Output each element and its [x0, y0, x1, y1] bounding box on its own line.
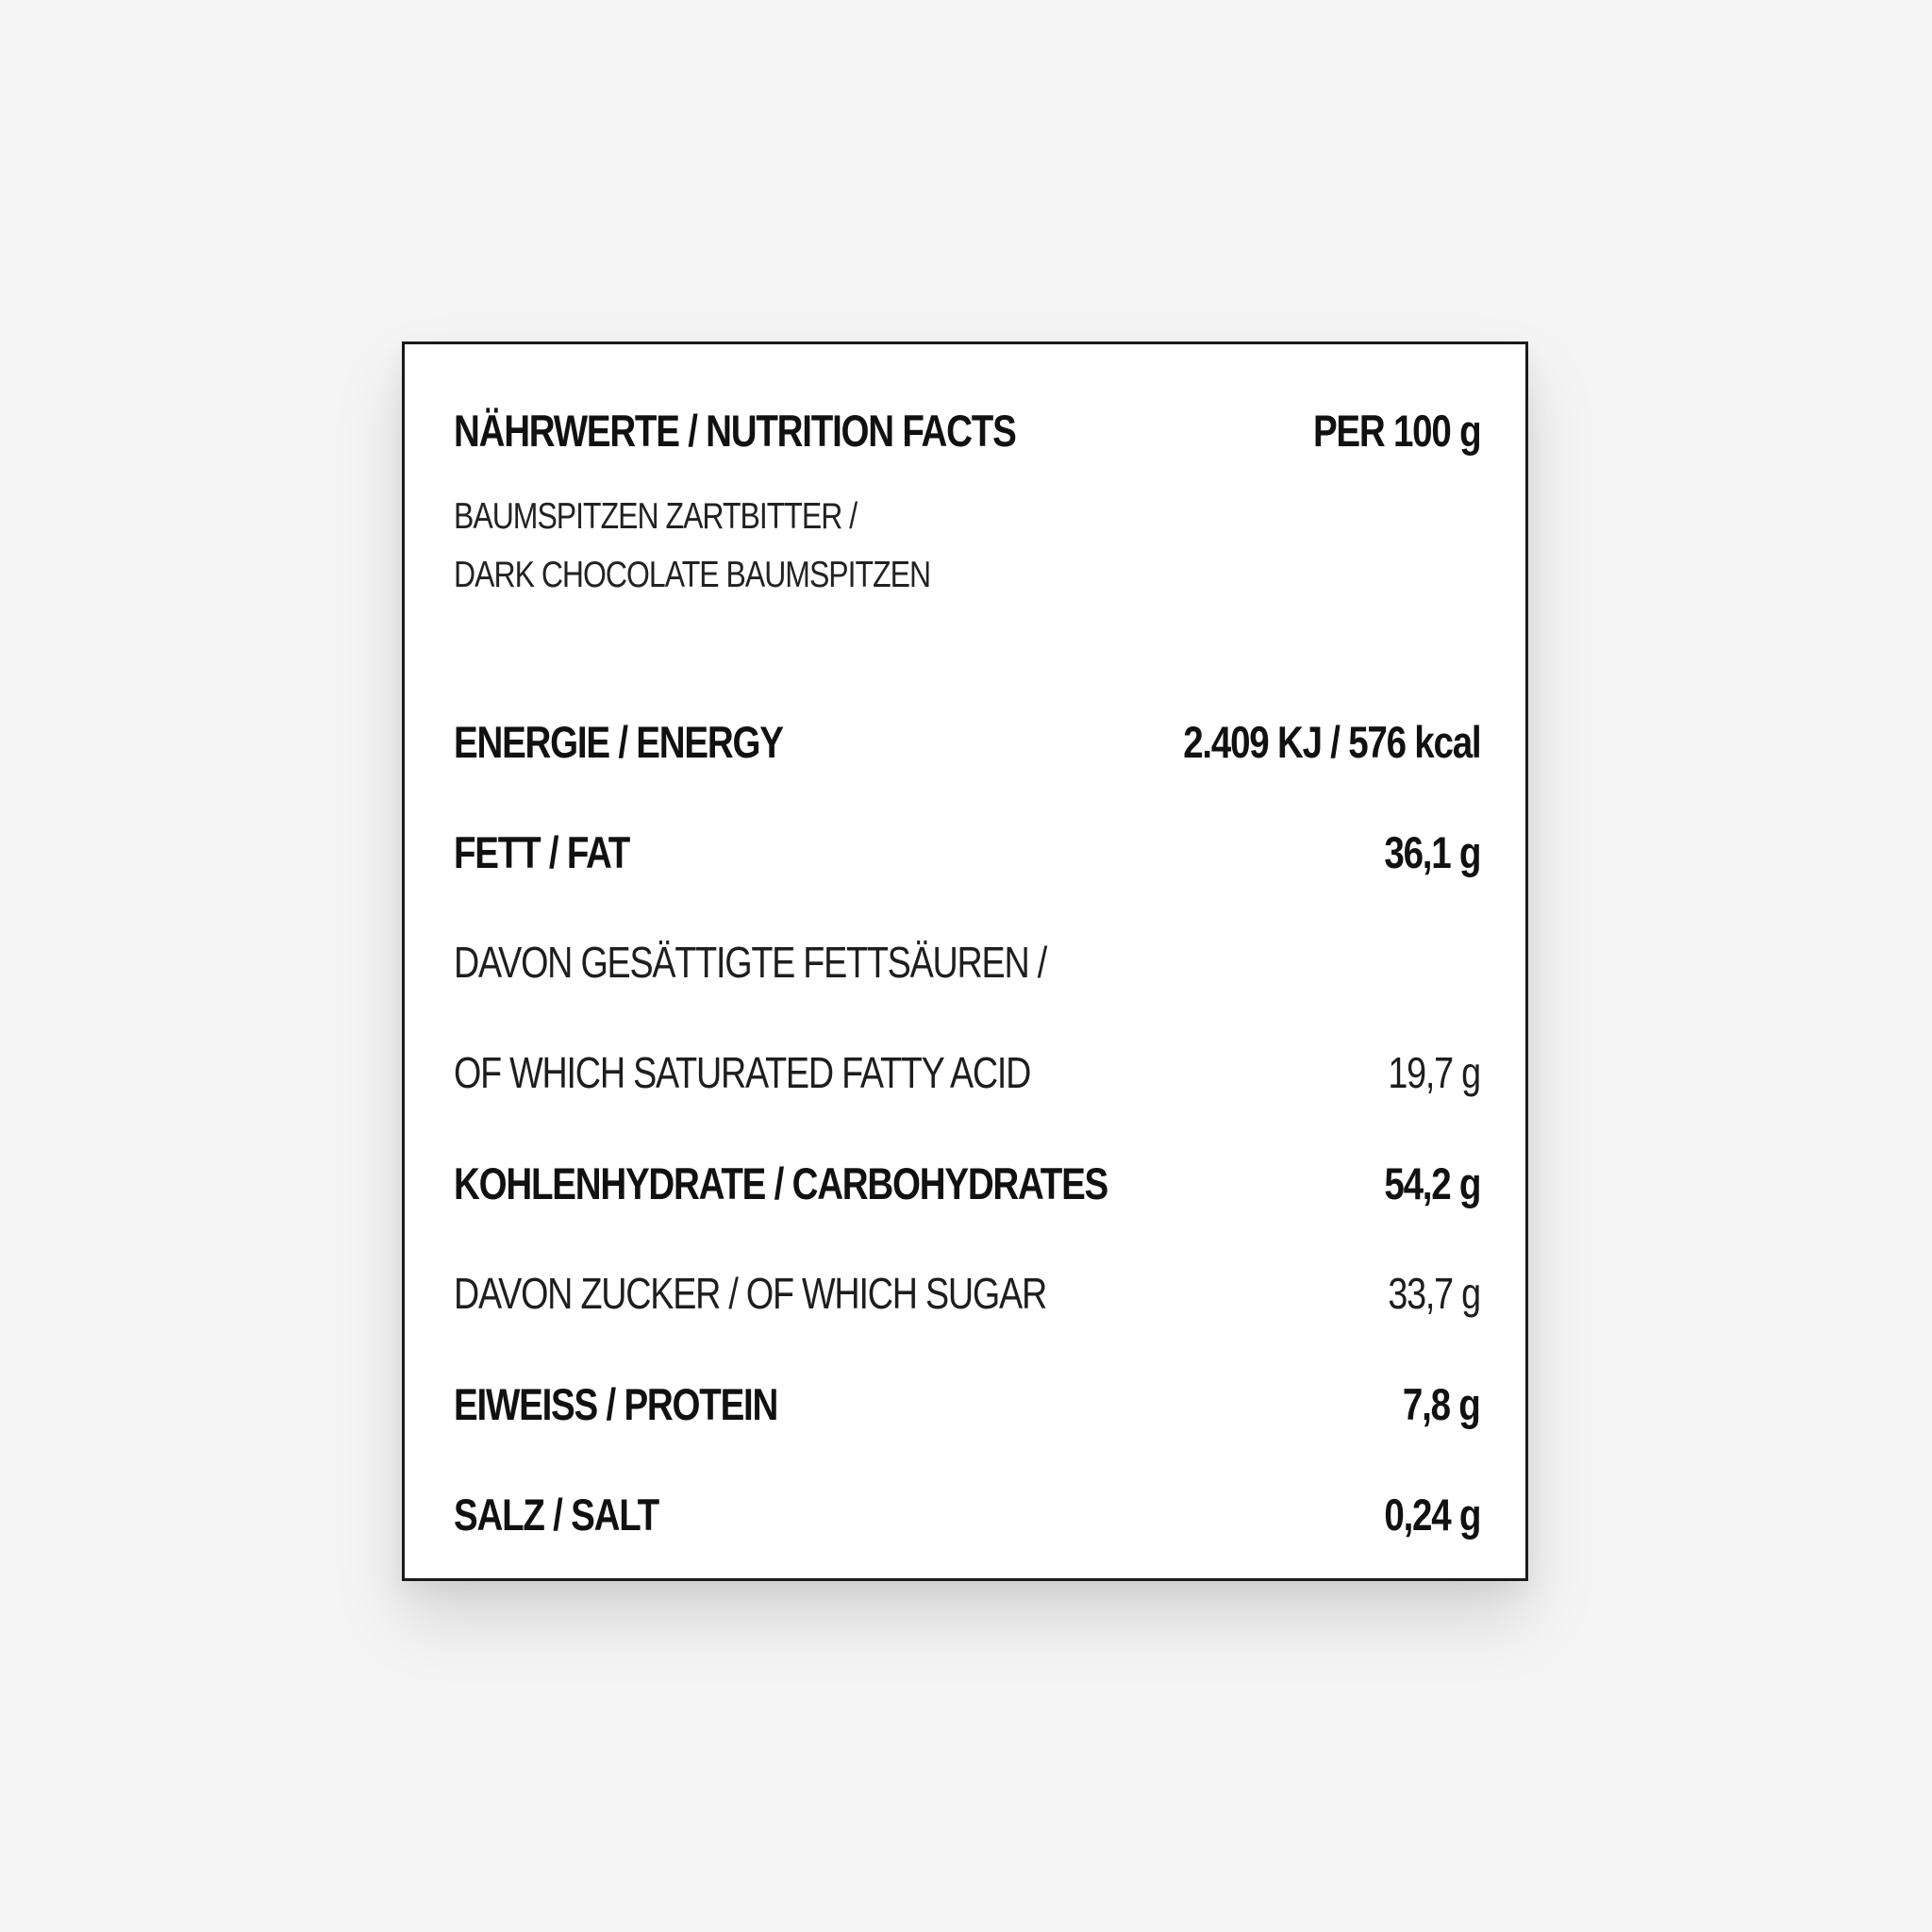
nutrient-row-carbohydrates — [454, 1158, 1480, 1209]
nutrient-value: 19,7 g — [1388, 1048, 1480, 1097]
product-name-de: BAUMSPITZEN ZARTBITTER / — [454, 496, 858, 537]
nutrient-value: 54,2 g — [1384, 1158, 1480, 1208]
nutrient-row-protein — [454, 1378, 1480, 1430]
nutrient-value: 7,8 g — [1403, 1379, 1480, 1429]
nutrient-row-saturated-de — [454, 937, 1480, 988]
header-row — [454, 405, 1480, 457]
per-100g-label: PER 100 g — [1312, 406, 1480, 456]
nutrient-name: DAVON GESÄTTIGTE FETTSÄUREN / — [454, 938, 1046, 987]
nutrition-title: NÄHRWERTE / NUTRITION FACTS — [454, 406, 1016, 456]
nutrient-value: 33,7 g — [1388, 1269, 1480, 1318]
nutrient-name: OF WHICH SATURATED FATTY ACID — [454, 1048, 1031, 1097]
product-subtitle — [454, 488, 1035, 605]
nutrient-row-energy — [454, 716, 1480, 768]
nutrient-row-sugar — [454, 1268, 1480, 1319]
nutrient-value: 36,1 g — [1384, 827, 1480, 877]
nutrient-name: ENERGIE / ENERGY — [454, 717, 783, 767]
nutrient-name: SALZ / SALT — [454, 1490, 658, 1540]
nutrient-row-saturated — [454, 1047, 1480, 1098]
nutrient-name: KOHLENHYDRATE / CARBOHYDRATES — [454, 1158, 1108, 1208]
nutrient-row-salt — [454, 1489, 1480, 1541]
nutrient-name: DAVON ZUCKER / OF WHICH SUGAR — [454, 1269, 1046, 1318]
product-name-en: DARK CHOCOLATE BAUMSPITZEN — [454, 555, 931, 595]
nutrient-value: 2.409 KJ / 576 kcal — [1182, 717, 1480, 767]
nutrition-label — [402, 341, 1528, 1581]
nutrient-value: 0,24 g — [1384, 1490, 1480, 1540]
nutrient-name: EIWEISS / PROTEIN — [454, 1379, 778, 1429]
nutrient-row-fat — [454, 826, 1480, 878]
nutrient-name: FETT / FAT — [454, 827, 630, 877]
